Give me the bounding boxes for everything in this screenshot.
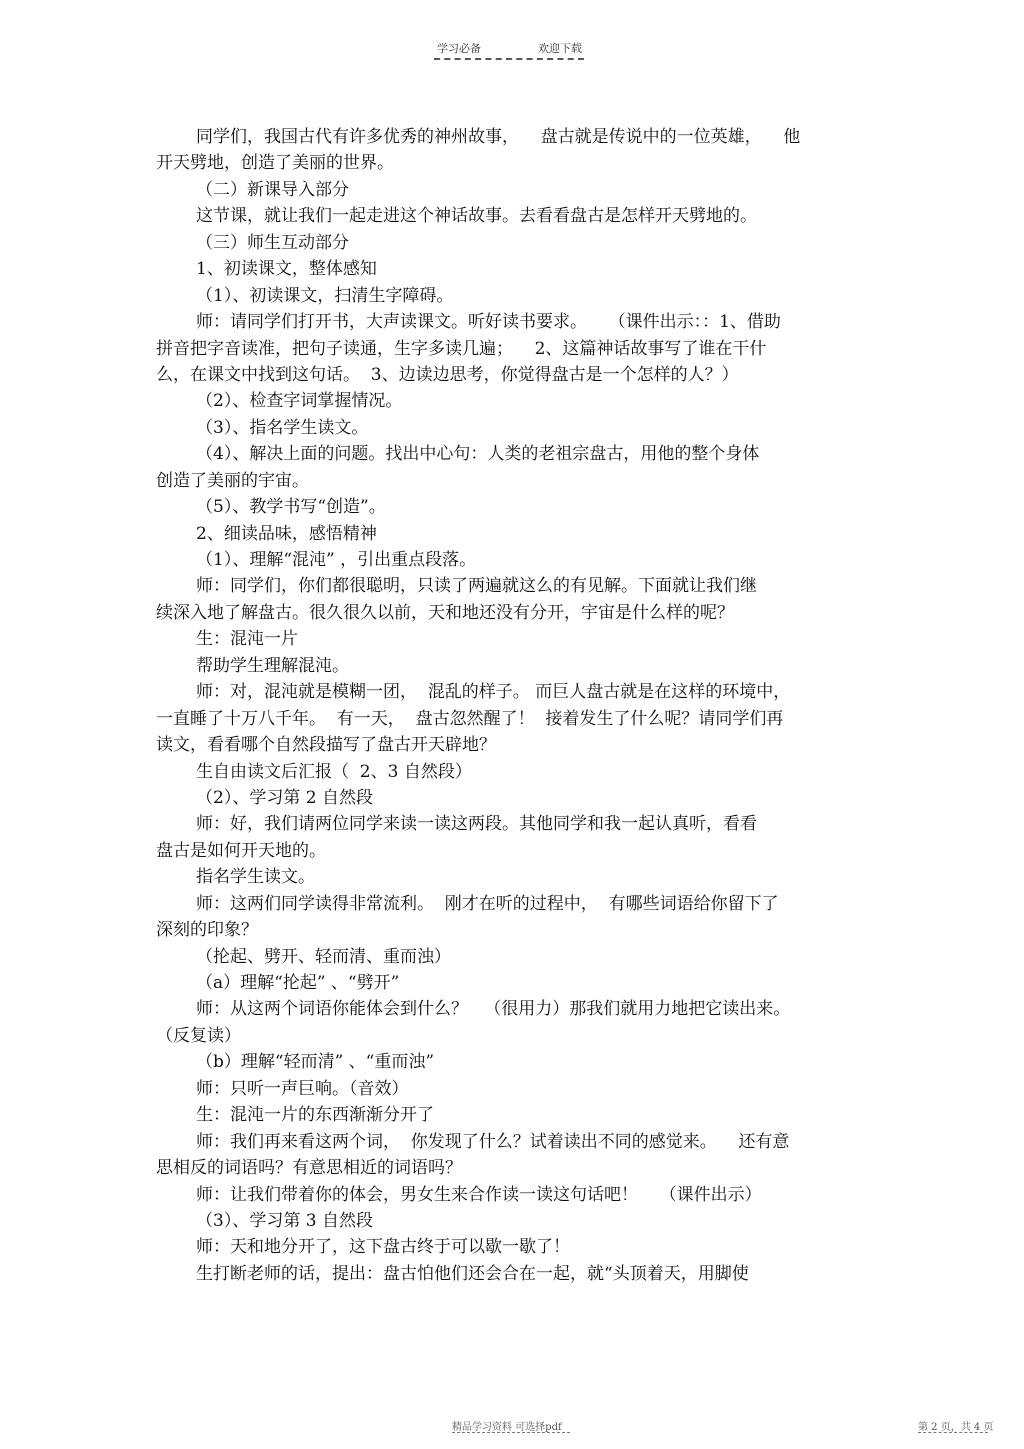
text-line: 续深入地了解盘古。很久很久以前，天和地还没有分开，宇宙是什么样的呢？ [156,602,734,623]
text-line: 盘古是如何开天地的。 [156,840,326,861]
text-line: 生：混沌一片的东西渐渐分开了 [196,1105,434,1126]
text-line: 这节课，就让我们一起走进这个神话故事。去看看盘古是怎样开天劈地的。 [196,206,757,227]
text-line: （5）、教学书写“创造”。 [196,497,386,518]
text-line: （2）、学习第 2 自然段 [196,787,373,808]
header-divider [434,58,584,60]
text-line: （1）、理解“混沌” ，引出重点段落。 [196,550,477,570]
footer-divider-center [452,1432,570,1433]
text-line: （2）、检查字词掌握情况。 [196,391,403,412]
text-line: （抡起、劈开、轻而清、重而浊） [196,946,451,967]
text-line: 生：混沌一片 [196,629,298,650]
text-line: 指名学生读文。 [196,867,315,888]
text-line: 读文，看看哪个自然段描写了盘古开天辟地？ [156,735,496,756]
text-line: （a）理解“抡起” 、“劈开” [196,973,400,993]
text-line: 师：请同学们打开书，大声读课文。听好读书要求。 （课件出示：：1、借助 [196,312,781,333]
text-line: （3）、指名学生读文。 [196,417,369,438]
text-line: （反复读） [156,1025,241,1046]
document-body [156,124,872,1287]
text-line: （4）、解决上面的问题。找出中心句：人类的老祖宗盘古，用他的整个身体 [196,444,760,465]
footer-watermark-text: 精品学习资料 可选择pdf [452,1422,562,1433]
text-line: 师：好，我们请两位同学来读一读这两段。其他同学和我一起认真听，看看 [196,814,757,835]
text-line: 师：让我们带着你的体会，男女生来合作读一读这句话吧！ （课件出示） [196,1184,762,1205]
footer-divider-right [918,1432,988,1433]
text-line: （三）师生互动部分 [196,232,349,253]
text-line: 一直睡了十万八千年。 有一天， 盘古忽然醒了！ 接着发生了什么呢？请同学们再 [156,708,784,729]
text-line: 生打断老师的话，提出：盘古怕他们还会合在一起，就“头顶着天，用脚使 [196,1263,749,1284]
text-line: 么，在课文中找到这句话。 3、边读边思考，你觉得盘古是一个怎样的人？） [156,364,739,385]
text-line: （二）新课导入部分 [196,179,349,200]
text-line: 拼音把字音读准，把句子读通，生字多读几遍； 2、这篇神话故事写了谁在干什 [156,338,767,359]
text-line: （b）理解“轻而清” 、“重而浊” [196,1052,435,1073]
text-line: 2、细读品味，感悟精神 [196,523,377,544]
text-line: 同学们，我国古代有许多优秀的神州故事， 盘古就是传说中的一位英雄， 他 [196,127,801,147]
text-line: 思相反的词语吗？有意思相近的词语吗？ [156,1158,462,1179]
text-line: （1）、初读课文，扫清生字障碍。 [196,285,454,306]
text-line: 师：只听一声巨响。（音效） [196,1078,409,1099]
text-line: 师：我们再来看这两个词， 你发现了什么？试着读出不同的感觉来。 还有意 [196,1131,790,1152]
text-line: （3）、学习第 3 自然段 [196,1210,373,1231]
text-line: 师：对，混沌就是模糊一团， 混乱的样子。 而巨人盘古就是在这样的环境中， [196,682,791,703]
text-line: 帮助学生理解混沌。 [196,655,349,676]
text-line: 师：天和地分开了，这下盘古终于可以歇一歇了！ [196,1237,570,1258]
text-line: 开天劈地，创造了美丽的世界。 [156,153,394,174]
text-line: 创造了美丽的宇宙。 [156,470,309,491]
page-footer [0,1418,1024,1442]
text-line: 深刻的印象？ [156,920,258,941]
header-left-text: 学习必备 [437,42,481,55]
text-line: 生自由读文后汇报（ 2、3 自然段） [196,761,472,782]
header-right-text: 欢迎下载 [538,42,582,55]
text-line: 1、初读课文，整体感知 [196,259,377,280]
page-number: 第 2 页，共 4 页 [918,1422,994,1433]
text-line: 师：这两们同学读得非常流利。 刚才在听的过程中， 有哪些词语给你留下了 [196,893,779,914]
text-line: 师：同学们，你们都很聪明，只读了两遍就这么的有见解。下面就让我们继 [196,576,757,597]
page-header [0,40,1024,70]
text-line: 师：从这两个词语你能体会到什么？ （很用力）那我们就用力地把它读出来。 [196,999,791,1020]
